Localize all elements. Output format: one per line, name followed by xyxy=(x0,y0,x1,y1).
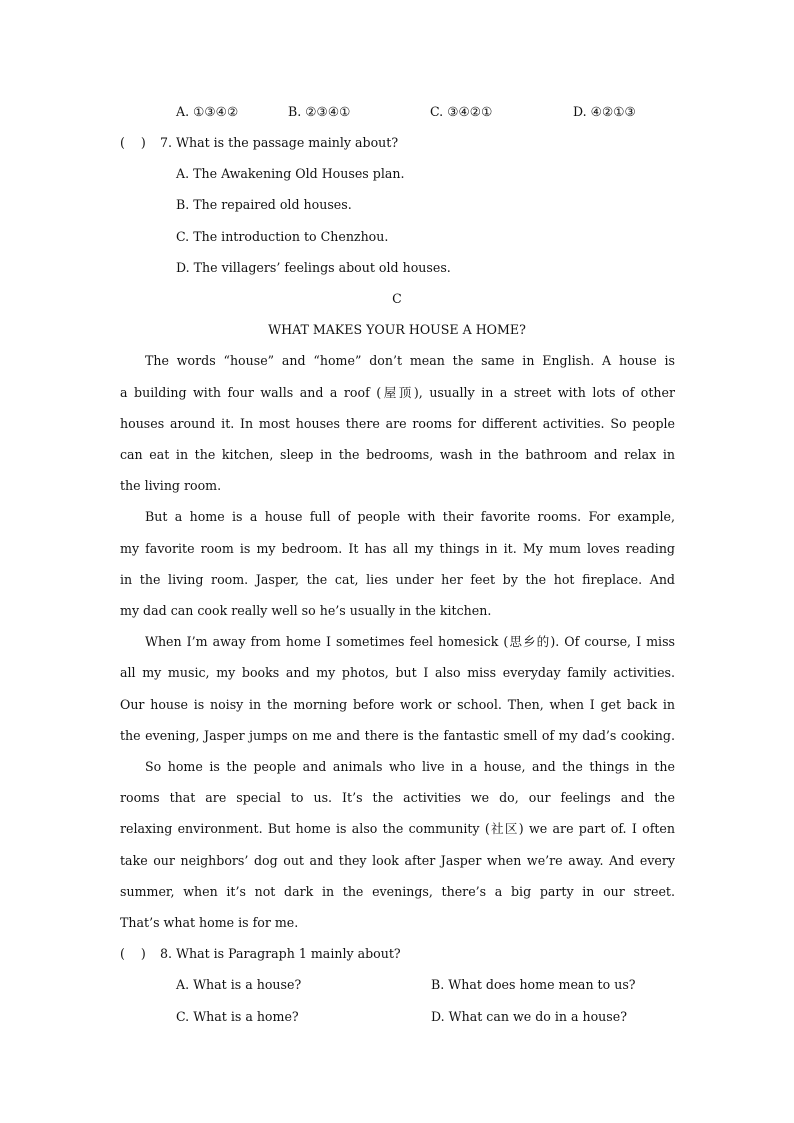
passage-title: WHAT MAKES YOUR HOUSE A HOME? xyxy=(268,322,526,337)
passage-line: the evening, Jasper jumps on me and there is the fantastic smell of my dad’s cooking. xyxy=(120,728,675,743)
q8-option-d: D. What can we do in a house? xyxy=(431,1009,627,1024)
q7-answer-bracket: ( ) xyxy=(120,135,146,150)
q6-option-c: C. ③④②① xyxy=(430,104,493,119)
q6-option-b: B. ②③④① xyxy=(288,104,351,119)
q6-option-d: D. ④②①③ xyxy=(573,104,636,119)
q7-option-d: D. The villagers’ feelings about old houses. xyxy=(176,260,451,275)
section-letter: C xyxy=(392,291,402,306)
q7-option-b: B. The repaired old houses. xyxy=(176,197,352,212)
q7-option-c: C. The introduction to Chenzhou. xyxy=(176,229,389,244)
q8-question: 8. What is Paragraph 1 mainly about? xyxy=(160,946,401,961)
q7-option-a: A. The Awakening Old Houses plan. xyxy=(176,166,405,181)
passage-line: my dad can cook really well so he’s usually in the kitchen. xyxy=(120,603,492,618)
passage-line: summer, when it’s not dark in the evenings, there’s a big party in our street. xyxy=(120,884,675,899)
q8-option-b: B. What does home mean to us? xyxy=(431,977,636,992)
passage-line: That’s what home is for me. xyxy=(120,915,299,930)
passage-line: rooms that are special to us. It’s the activities we do, our feelings and the xyxy=(120,790,675,805)
passage-line: take our neighbors’ dog out and they look after Jasper when we’re away. And every xyxy=(120,853,675,868)
passage-line: relaxing environment. But home is also the community (社区) we are part of. I often xyxy=(120,821,675,836)
passage-line: When I’m away from home I sometimes feel homesick (思乡的). Of course, I miss xyxy=(145,634,675,649)
q8-answer-bracket: ( ) xyxy=(120,946,146,961)
passage-line: a building with four walls and a roof (屋顶), usually in a street with lots of other xyxy=(120,385,675,400)
q8-option-c: C. What is a home? xyxy=(176,1009,299,1024)
passage-line: Our house is noisy in the morning before work or school. Then, when I get back in xyxy=(120,697,675,712)
passage-line: my favorite room is my bedroom. It has all my things in it. My mum loves reading xyxy=(120,541,675,556)
passage-line: in the living room. Jasper, the cat, lies under her feet by the hot fireplace. And xyxy=(120,572,675,587)
passage-line: the living room. xyxy=(120,478,222,493)
q6-option-a: A. ①③④② xyxy=(176,104,239,119)
passage-line: So home is the people and animals who live in a house, and the things in the xyxy=(145,759,675,774)
q8-option-a: A. What is a house? xyxy=(176,977,302,992)
passage-line: can eat in the kitchen, sleep in the bedrooms, wash in the bathroom and relax in xyxy=(120,447,675,462)
q7-question: 7. What is the passage mainly about? xyxy=(160,135,399,150)
passage-line: But a home is a house full of people with their favorite rooms. For example, xyxy=(145,509,675,524)
passage-line: The words “house” and “home” don’t mean the same in English. A house is xyxy=(145,353,675,368)
passage-line: all my music, my books and my photos, but I also miss everyday family activities. xyxy=(120,665,675,680)
passage-line: houses around it. In most houses there are rooms for different activities. So people xyxy=(120,416,675,431)
